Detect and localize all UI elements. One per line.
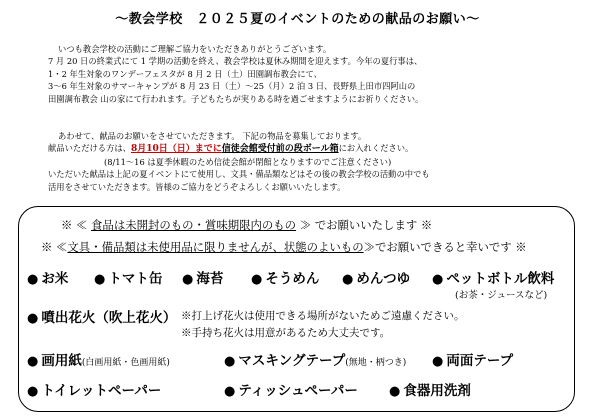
request-line-4: いただいた献品は上記の夏イベントにて使用し、文具・備品類などはその後の教会学校の活動の中でも [48, 169, 430, 180]
food-notice-emph: 食品は未開封のもの・賞味期限内のもの [91, 218, 297, 232]
bullet-icon: ● [432, 272, 444, 287]
request-line-1: あわせて、献品のお願いをさせていただきます。 下記の物品を募集しております。 [58, 131, 367, 141]
stationery-notice-emph1: 文具・備品類は未使用品に限りませんが、 [67, 240, 284, 254]
bullet-icon: ● [251, 272, 263, 287]
request-paragraph [48, 130, 430, 193]
intro-line-1: いつも教会学校の活動にご理解ご協力をいただきありがとうございます。 [58, 44, 332, 54]
item-tissue [224, 379, 358, 399]
bullet-icon: ● [224, 384, 236, 399]
item-paper-label: 画用紙 [41, 353, 82, 369]
stationery-notice [41, 239, 527, 255]
item-tomato [94, 267, 162, 287]
bullet-icon: ● [389, 384, 401, 399]
bullet-icon: ● [342, 272, 354, 287]
item-somen-label: そうめん [265, 271, 320, 287]
bullet-icon: ● [94, 272, 106, 287]
request-line-5: 活用をさせていただきます。皆様のご協力をどうぞよろしくお願いいたします。 [48, 181, 346, 192]
bullet-icon: ● [27, 311, 39, 326]
bullet-icon: ● [27, 384, 39, 399]
bullet-icon: ● [224, 354, 236, 369]
fireworks-note-2: ※手持ち花火は用意があるため大丈夫です。 [181, 327, 391, 339]
item-fireworks-label: 噴出花火（吹上花火） [41, 310, 177, 326]
item-paper-note: (白画用紙・色画用紙) [81, 358, 170, 368]
request-line-2-pre: 献品いただける方は、 [48, 143, 131, 154]
bullet-icon: ● [182, 272, 194, 287]
item-fireworks [27, 306, 176, 326]
intro-line-5: 田園調布教会 山の家にて行われます。子どもたちが実りある時を過ごせますようにお祈りください。 [48, 93, 424, 104]
intro-line-4: 3～6 年生対象のサマーキャンプが 8 月 23 日（土）～25（月）2 泊 3 日、長野県上田市四阿山の [48, 81, 416, 92]
intro-line-2: 7 月 20 日の終業式にて 1 学期の活動を終え、教会学校は夏休み期間を迎えます。今年の夏行事は、 [48, 56, 423, 67]
item-tape-label: マスキングテープ [238, 353, 346, 369]
stationery-notice-emph2: 状態のよいもの [283, 240, 364, 254]
item-somen [251, 267, 319, 287]
food-notice-pre: ※ ≪ [61, 218, 92, 232]
item-double-sided-tape [432, 349, 513, 369]
stationery-notice-pre: ※ ≪ [41, 240, 68, 254]
fireworks-note-1: ※打上げ花火は使用できる場所がないためご遠慮ください。 [181, 310, 465, 322]
item-tissue-label: ティッシュペーパー [238, 383, 358, 399]
food-notice-post: ≫ でお願いいたします ※ [296, 218, 433, 232]
item-paper [27, 349, 170, 369]
food-notice [61, 217, 432, 233]
bullet-icon: ● [432, 354, 444, 369]
stationery-notice-post: ≫でお願いできると幸いです ※ [363, 240, 527, 254]
page-title: ～教会学校 ２０２５夏のイベントのための献品のお願い～ [115, 12, 480, 27]
item-mentsuyu-label: めんつゆ [356, 271, 411, 287]
donation-items-box [18, 206, 575, 412]
bullet-icon: ● [27, 272, 39, 287]
item-bottle [432, 267, 554, 287]
item-mentsuyu [342, 267, 410, 287]
dropoff-place: 信徒会館受付前の段ボール箱 [221, 144, 339, 155]
bullet-icon: ● [27, 354, 39, 369]
item-bottle-note: (お茶・ジュースなど) [455, 290, 548, 301]
request-line-2-post: にお入れください。 [338, 143, 414, 154]
item-dstape-label: 両面テープ [446, 353, 514, 369]
item-detergent-label: 食器用洗剤 [403, 383, 471, 399]
item-rice [27, 267, 68, 287]
item-toilet-label: トイレットペーパー [41, 383, 162, 399]
item-tape-note: (無地・柄つき) [345, 358, 407, 368]
item-bottle-label: ペットボトル飲料 [446, 271, 555, 287]
item-seaweed [182, 267, 223, 287]
item-detergent [389, 379, 471, 399]
item-tomato-label: トマト缶 [108, 271, 163, 287]
deadline-text: 8月10日（日）までに [130, 144, 222, 155]
item-toilet-paper [27, 379, 161, 399]
intro-paragraph [48, 43, 423, 105]
item-tape [224, 349, 406, 369]
item-seaweed-label: 海苔 [196, 271, 224, 287]
closure-note: (8/11～16 は夏季休暇のため信徒会館が閉館となりますのでご注意ください) [104, 156, 392, 167]
request-line-2 [48, 142, 430, 155]
intro-line-3: 1・2 年生対象のワンデーフェスタが 8 月 2 日（土）田園調布教会にて、 [48, 68, 322, 79]
item-rice-label: お米 [41, 271, 69, 287]
